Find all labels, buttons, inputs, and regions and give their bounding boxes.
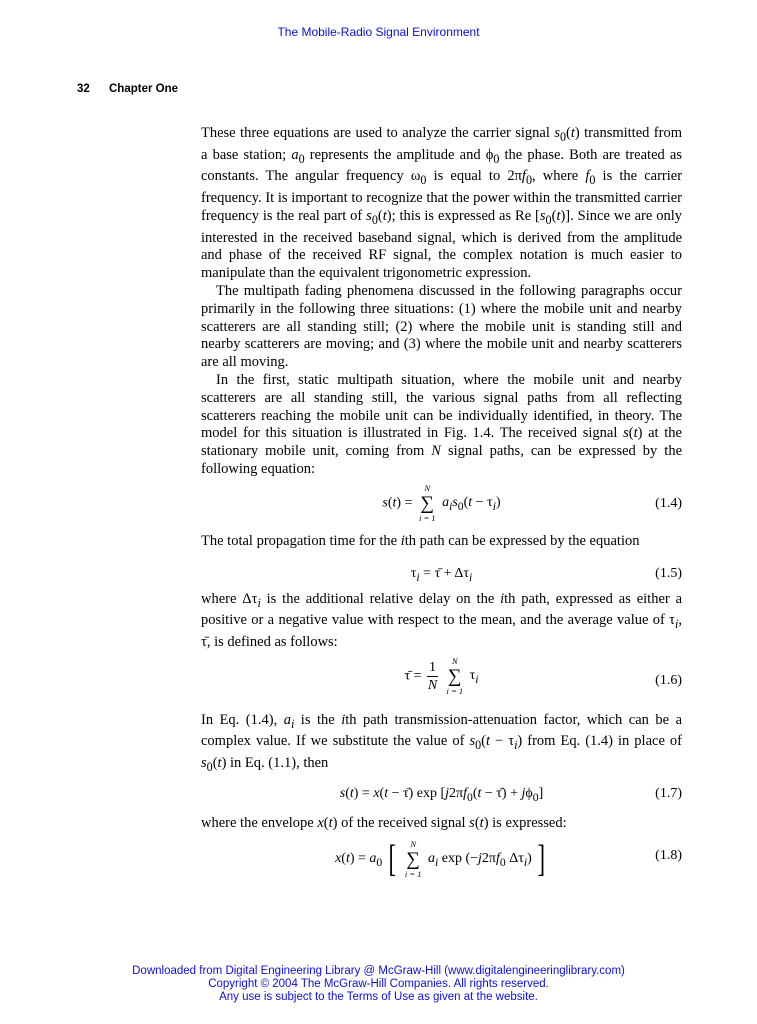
summation-icon: N ∑ i = 1 [446, 655, 464, 696]
equation-1-4 [201, 483, 682, 529]
equation-number: (1.8) [655, 847, 682, 863]
paragraph-3: In the first, static multipath situation, where the mobile unit and nearby scatterers are all standing still, the various signal paths from all reflecting scatterers reaching the mobile unit can be individually identified, in theory. The model for this situation is illustrated in Fig. 1.4. The received signal s(t) at the stationary mobile unit, coming from N signal paths, can be expressed by the following equation: [201, 371, 683, 477]
equation-1-6 [201, 652, 682, 706]
fraction: $\frac{1}{N}$ [427, 659, 438, 693]
page-number: 32 [77, 83, 90, 95]
eq-1-4-lhs: s(t) = [382, 495, 413, 511]
left-bracket-icon: [ [388, 838, 396, 881]
equation-number: (1.7) [655, 785, 682, 801]
eq-1-6-rhs: $\tau_i$ [469, 668, 479, 687]
equation-1-8 [201, 833, 682, 889]
equation-1-7 [201, 777, 682, 815]
summation-icon: N ∑ i = 1 [404, 838, 422, 879]
equation-number: (1.6) [655, 672, 682, 688]
equation-number: (1.5) [655, 565, 682, 581]
eq-1-6-lhs: τ̄ = [404, 668, 422, 684]
running-title: The Mobile-Radio Signal Environment [277, 25, 480, 39]
paragraph-4: The total propagation time for the ith path can be expressed by the equation [201, 532, 640, 549]
footer-terms: Any use is subject to the Terms of Use as given at the website. [219, 991, 538, 1003]
paragraph-2: The multipath fading phenomena discussed in the following paragraphs occur primarily in the following three situations: (1) where the mobile unit and nearby scatterers are all standing still; (2) where the mobile unit is standing still and nearby scatterers are moving; and (3) where the mobile unit and nearby scatterers are all moving. [201, 282, 682, 371]
summation-icon: N ∑ i = 1 [418, 482, 436, 523]
paragraph-6: In Eq. (1.4), $a_i$ is the ith path transmission-attenuation factor, which can be a complex value. If we substitute the value of $s_0(t - \tau_i)$ from Eq. (1.4) in place of $s_0(t)$ in Eq. (1.1), then [201, 711, 682, 774]
equation-number: (1.4) [655, 495, 682, 511]
chapter-title: Chapter One [109, 83, 179, 95]
eq-1-5-expr: $\tau_i$ = τ̄ + $\Delta\tau_i$ [410, 565, 473, 584]
right-bracket-icon: ] [537, 838, 546, 881]
equation-1-5 [201, 551, 682, 591]
footer-copyright: Copyright © 2004 The McGraw-Hill Companies. All rights reserved. [208, 978, 549, 990]
body-text [201, 125, 682, 889]
paragraph-1: These three equations are used to analyze the carrier signal $s_0(t)$ transmitted from a base station; $a_0$ represents the amplitude and $\phi_0$ the phase. Both are treated as constants. The angular frequency $\omega_0$ is equal to $2\pi f_0$, where $f_0$ is the carrier frequency. It is important to recognize that the power within the transmitted carrier frequency is the real part of $s_0(t)$; this is expressed as Re $[s_0(t)]$. Since we are only interested in the received baseband signal, which is derived from the amplitude and phase of the received RF signal, the complex notation is much easier to manipulate than the equivalent trigonometric expression. [201, 125, 683, 282]
eq-1-4-rhs: $a_is_0(t - \tau_i)$ [442, 495, 501, 514]
footer [0, 965, 757, 1004]
eq-1-8-rhs: $a_i$ $\exp (-j2\pi f_0$ $\Delta\tau_i$) [428, 851, 532, 870]
eq-1-8-lhs: $x(t) = a_0$ [335, 851, 383, 870]
paragraph-7: where the envelope x(t) of the received signal s(t) is expressed: [201, 814, 567, 831]
footer-download-link[interactable]: Downloaded from Digital Engineering Library @ McGraw-Hill (www.digitalengineeringlibrary.com) [132, 965, 625, 977]
paragraph-5: where $\Delta\tau_i$ is the additional relative delay on the ith path, expressed as either a positive or a negative value with respect to the mean, and the average value of $\tau_i$, τ̄, is defined as follows: [201, 590, 683, 650]
eq-1-7-expr: s(t) = x(t − τ̄) $\exp [j2\pi f_0(t$ − τ̄) + $j\phi_0$] [339, 785, 544, 804]
page-header [77, 83, 178, 95]
